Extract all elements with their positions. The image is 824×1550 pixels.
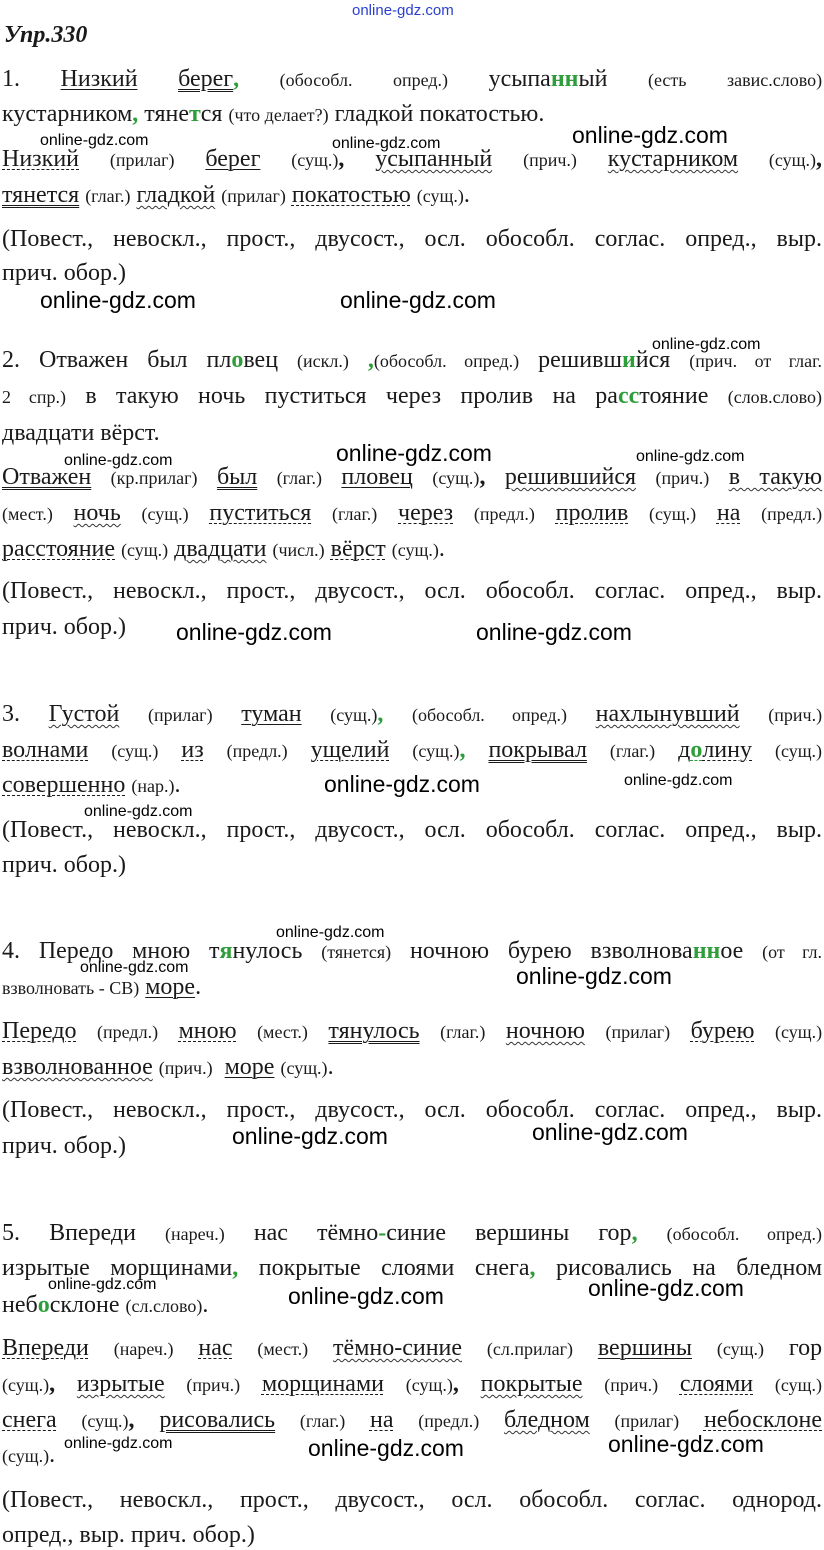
s5-parse-3: снега (сущ.), рисовались (глаг.) на (предл.) бледном (прилаг) небосклоне xyxy=(2,1407,823,1433)
site-watermark: online-gdz.com xyxy=(572,122,728,148)
s3-analysis-2: прич. обор.) xyxy=(2,852,126,878)
s1-analysis-2: прич. обор.) xyxy=(2,260,126,286)
site-watermark: online-gdz.com xyxy=(608,1431,764,1457)
s5-line-1: 5. Впереди (нареч.) нас тёмно-синие вершины гор, (обособл. опред.) xyxy=(2,1220,823,1246)
s1-parse-1: Низкий (прилаг) берег (сущ.), усыпанный (прич.) кустарником (сущ.), xyxy=(2,146,823,172)
s4-analysis-2: прич. обор.) xyxy=(2,1133,126,1159)
exercise-title: Упр.330 xyxy=(4,22,88,48)
s2-line-1: 2. Отважен был пловец (искл.) ,(обособл. опред.) решившийся (прич. от глаг. xyxy=(2,347,822,373)
s3-line-3: совершенно (нар.). xyxy=(2,772,181,798)
s4-parse-2: взволнованное (прич.) море (сущ.). xyxy=(2,1054,334,1080)
s4-analysis-1: (Повест., невоскл., прост., двусост., осл. обособл. соглас. опред., выр. xyxy=(2,1097,822,1123)
site-watermark: online-gdz.com xyxy=(176,619,332,645)
site-watermark: online-gdz.com xyxy=(84,803,193,820)
site-watermark: online-gdz.com xyxy=(588,1275,744,1301)
s5-analysis-2: опред., выр. прич. обор.) xyxy=(2,1522,255,1548)
site-watermark: online-gdz.com xyxy=(476,619,632,645)
s2-line-3: двадцати вёрст. xyxy=(2,420,160,446)
s2-analysis-2: прич. обор.) xyxy=(2,614,126,640)
s1-line-2: кустарником, тянется (что делает?) гладкой покатостью. xyxy=(2,101,545,127)
s1-line-1: 1. Низкий берег, (обособл. опред.) усыпанный (есть завис.слово) xyxy=(2,66,823,92)
site-watermark: online-gdz.com xyxy=(48,1276,157,1293)
site-watermark: online-gdz.com xyxy=(352,2,454,19)
site-watermark: online-gdz.com xyxy=(232,1123,388,1149)
s5-parse-1: Впереди (нареч.) нас (мест.) тёмно-синие (сл.прилаг) вершины (сущ.) гор xyxy=(2,1335,823,1361)
site-watermark: online-gdz.com xyxy=(516,963,672,989)
site-watermark: online-gdz.com xyxy=(40,287,196,313)
site-watermark: online-gdz.com xyxy=(64,1435,173,1452)
site-watermark: online-gdz.com xyxy=(340,287,496,313)
site-watermark: online-gdz.com xyxy=(308,1435,464,1461)
s2-parse-2: (мест.) ночь (сущ.) пуститься (глаг.) через (предл.) пролив (сущ.) на (предл.) xyxy=(2,500,823,526)
s2-line-2: 2 спр.) в такую ночь пуститься через пролив на расстояние (слов.слово) xyxy=(2,383,823,409)
site-watermark: online-gdz.com xyxy=(636,448,745,465)
s3-line-2: волнами (сущ.) из (предл.) ущелий (сущ.), покрывал (глаг.) долину (сущ.) xyxy=(2,737,823,763)
s1-analysis-1: (Повест., невоскл., прост., двусост., осл. обособл. соглас. опред., выр. xyxy=(2,226,822,252)
site-watermark: online-gdz.com xyxy=(276,924,385,941)
s5-line-2: изрытые морщинами, покрытые слоями снега, рисовались на бледном xyxy=(2,1255,823,1281)
site-watermark: online-gdz.com xyxy=(332,135,441,152)
s2-analysis-1: (Повест., невоскл., прост., двусост., осл. обособл. соглас. опред., выр. xyxy=(2,578,822,604)
s5-parse-4: (сущ.). xyxy=(2,1442,56,1468)
s4-parse-1: Передо (предл.) мною (мест.) тянулось (глаг.) ночною (прилаг) бурею (сущ.) xyxy=(2,1018,823,1044)
s5-parse-2: (сущ.), изрытые (прич.) морщинами (сущ.), покрытые (прич.) слоями (сущ.) xyxy=(2,1371,822,1397)
site-watermark: online-gdz.com xyxy=(80,959,189,976)
site-watermark: online-gdz.com xyxy=(64,452,173,469)
s4-line-1: 4. Передо мною тянулось (тянется) ночною бурею взволнованное (от гл. xyxy=(2,938,823,964)
s3-line-1: 3. Густой (прилаг) туман (сущ.), (обособл. опред.) нахлынувший (прич.) xyxy=(2,701,823,727)
s4-line-2: взволновать - СВ) море. xyxy=(2,974,202,1000)
site-watermark: online-gdz.com xyxy=(652,336,761,353)
s3-analysis-1: (Повест., невоскл., прост., двусост., осл. обособл. соглас. опред., выр. xyxy=(2,817,822,843)
site-watermark: online-gdz.com xyxy=(532,1119,688,1145)
s2-parse-3: расстояние (сущ.) двадцати (числ.) вёрст (сущ.). xyxy=(2,536,445,562)
s5-line-3: небосклоне (сл.слово). xyxy=(2,1292,209,1318)
s2-parse-1: Отважен (кр.прилаг) был (глаг.) пловец (сущ.), решившийся (прич.) в такую xyxy=(2,464,823,490)
site-watermark: online-gdz.com xyxy=(624,772,733,789)
site-watermark: online-gdz.com xyxy=(336,440,492,466)
site-watermark: online-gdz.com xyxy=(40,132,149,149)
s5-analysis-1: (Повест., невоскл., прост., двусост., осл. обособл. соглас. однород. xyxy=(2,1487,822,1513)
site-watermark: online-gdz.com xyxy=(288,1283,444,1309)
site-watermark: online-gdz.com xyxy=(324,771,480,797)
s1-parse-2: тянется (глаг.) гладкой (прилаг) покатостью (сущ.). xyxy=(2,182,470,208)
